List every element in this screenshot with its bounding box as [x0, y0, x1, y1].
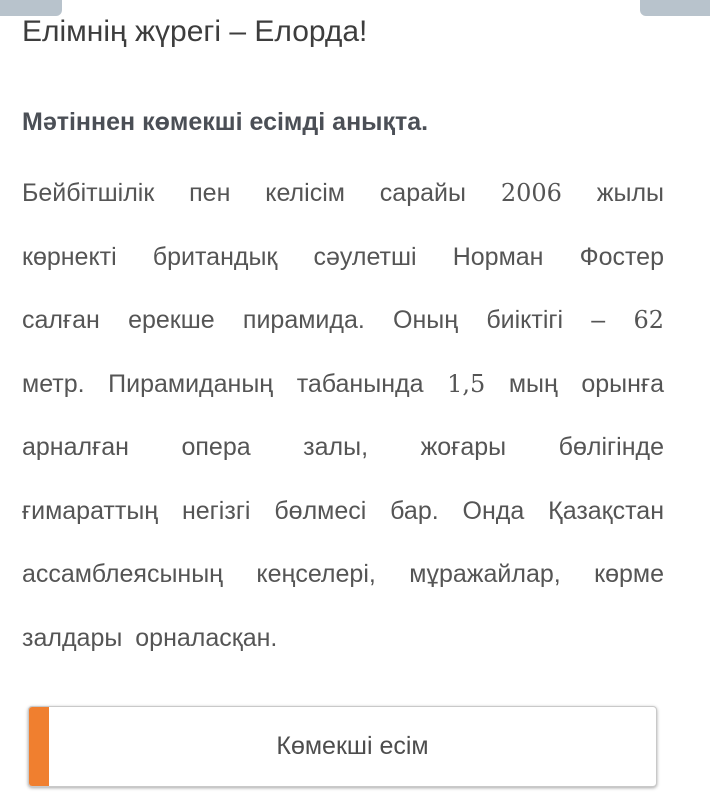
passage-line: [22, 607, 664, 671]
passage-text: ғимараттың негізгі бөлмесі бар. Онда Қазақстан: [22, 496, 664, 525]
passage-line: [22, 289, 664, 353]
reading-passage: [22, 162, 664, 670]
answer-option-button[interactable]: [28, 706, 657, 787]
question-instruction: Мәтіннен көмекші есімді анықта.: [22, 108, 429, 136]
passage-line: [22, 416, 664, 480]
passage-text: салған ерекше пирамида. Оның биіктігі –: [22, 306, 634, 334]
passage-text: жылы: [561, 179, 665, 207]
top-right-tab[interactable]: [640, 0, 710, 16]
passage-line: [22, 226, 664, 290]
answer-accent-bar: [29, 707, 49, 786]
passage-text: Бейбітшілік пен келісім сарайы: [22, 179, 501, 207]
passage-text: ассамблеясының кеңселері, мұражайлар, көрме: [22, 560, 664, 588]
passage-line: [22, 480, 664, 544]
passage-text: метр. Пирамиданың табанында: [22, 369, 448, 398]
passage-text: көрнекті британдық сәулетші Норман Фостер: [22, 242, 664, 271]
answer-option-label: Көмекші есім: [276, 732, 429, 760]
passage-text: мың орынға: [485, 369, 664, 398]
passage-number: 2006: [500, 179, 562, 207]
passage-number: 62: [633, 306, 664, 334]
page-title: Елімнің жүрегі – Елорда!: [22, 15, 368, 48]
passage-text: залдары орналасқан.: [22, 623, 278, 652]
passage-line: [22, 162, 664, 226]
passage-line: [22, 543, 664, 607]
passage-text: арналған опера залы, жоғары бөлігінде: [22, 433, 664, 461]
passage-number: 1,5: [447, 369, 486, 398]
top-left-tab[interactable]: [0, 0, 62, 16]
passage-line: [22, 353, 664, 417]
